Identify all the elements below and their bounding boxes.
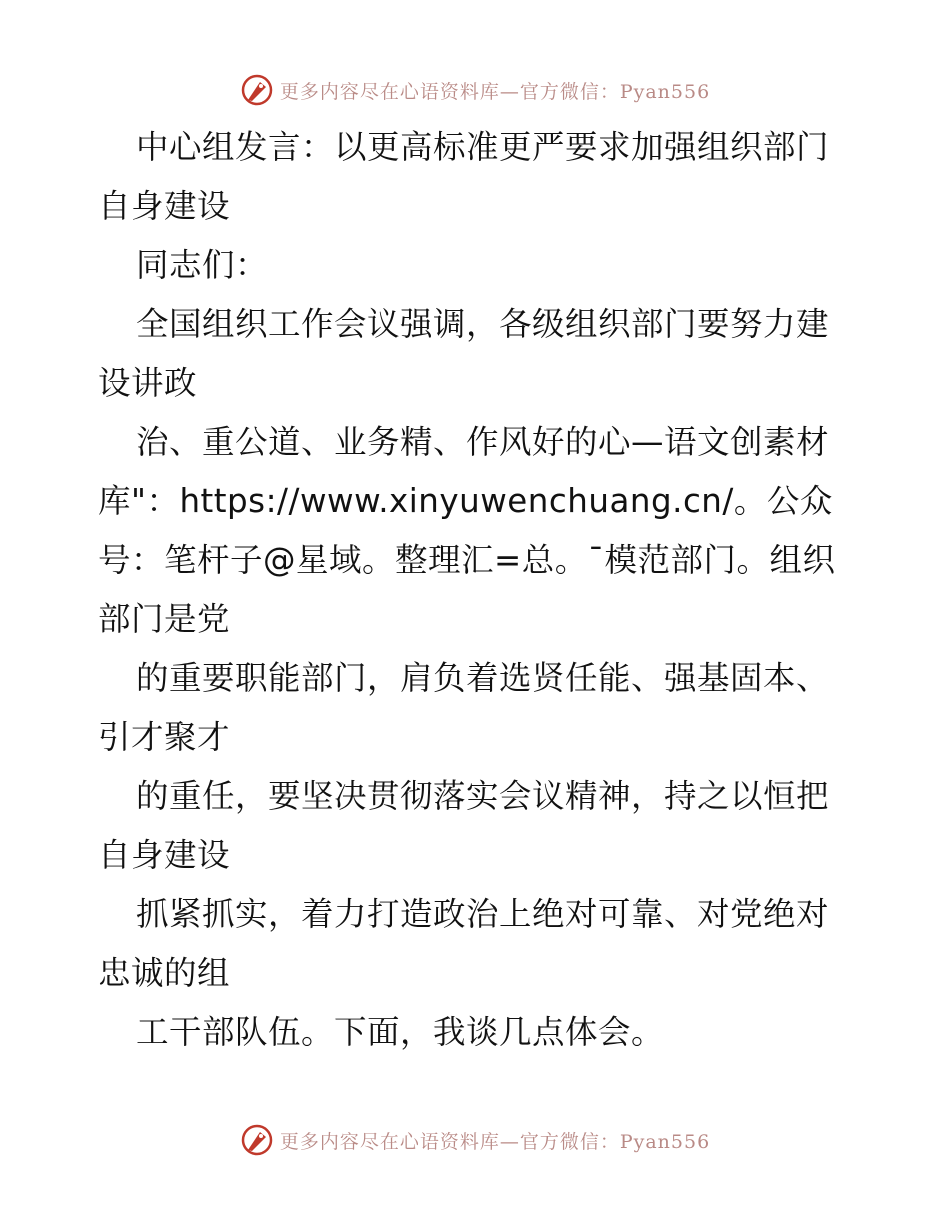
text-line-with-url: 库"：https://www.xinyuwenchuang.cn/。公众 <box>98 482 833 520</box>
text-line: 的重任，要坚决贯彻落实会议精神，持之以恒把 <box>136 777 830 815</box>
watermark-text: 更多内容尽在心语资料库—官方微信：Pyan556 <box>279 1130 711 1153</box>
text-line: 号：笔杆子@星域。整理汇=总。¯模范部门。组织 <box>98 541 836 579</box>
text-line: 忠诚的组 <box>98 954 231 992</box>
text-line: 全国组织工作会议强调，各级组织部门要努力建 <box>136 305 830 343</box>
text-line: 治、重公道、业务精、作风好的心—语文创素材 <box>136 423 830 461</box>
salutation: 同志们： <box>136 246 269 284</box>
text-line: 中心组发言：以更高标准更严要求加强组织部门 <box>136 128 830 166</box>
text-line: 工干部队伍。下面，我谈几点体会。 <box>136 1013 665 1051</box>
text-line: 设讲政 <box>98 364 198 402</box>
footer-watermark <box>0 1120 950 1160</box>
text-line: 自身建设 <box>98 187 231 225</box>
document-body <box>98 118 858 1062</box>
header-watermark <box>0 70 950 110</box>
watermark-text: 更多内容尽在心语资料库—官方微信：Pyan556 <box>279 80 711 103</box>
text-line: 部门是党 <box>98 600 231 638</box>
text-line: 自身建设 <box>98 836 231 874</box>
pen-nib-logo-icon <box>240 73 274 107</box>
text-line: 抓紧抓实，着力打造政治上绝对可靠、对党绝对 <box>136 895 830 933</box>
text-line: 的重要职能部门，肩负着选贤任能、强基固本、 <box>136 659 830 697</box>
text-line: 引才聚才 <box>98 718 231 756</box>
pen-nib-logo-icon <box>240 1123 274 1157</box>
